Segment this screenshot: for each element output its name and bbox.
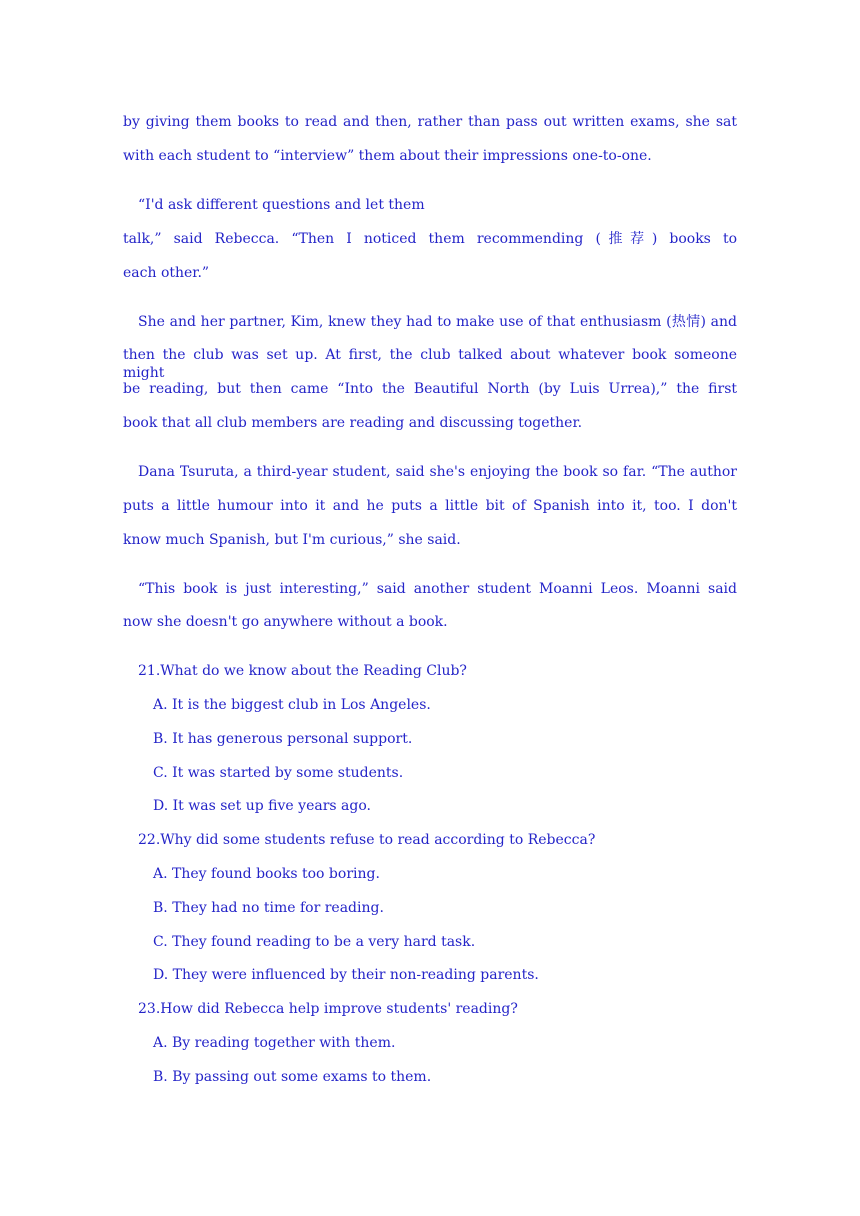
paragraph-3-line-1: She and her partner, Kim, knew they had to make use of that enthusiasm (热情) and: [138, 314, 737, 330]
paragraph-5-line-1: “This book is just interesting,” said another student Moanni Leos. Moanni said: [138, 581, 737, 597]
question-22-option-d: D. They were influenced by their non-reading parents.: [153, 967, 539, 983]
question-22-option-b: B. They had no time for reading.: [153, 900, 384, 916]
question-23-option-b: B. By passing out some exams to them.: [153, 1069, 432, 1085]
question-21-option-a: A. It is the biggest club in Los Angeles.: [153, 697, 431, 713]
question-21-option-b: B. It has generous personal support.: [153, 731, 413, 747]
paragraph-1-line-2: with each student to “interview” them about their impressions one-to-one.: [123, 148, 652, 164]
question-23-option-a: A. By reading together with them.: [153, 1035, 396, 1051]
question-23-stem: 23.How did Rebecca help improve students' reading?: [138, 1001, 518, 1017]
paragraph-1-line-1: by giving them books to read and then, rather than pass out written exams, she sat: [123, 114, 737, 130]
question-21-option-c: C. It was started by some students.: [153, 765, 404, 781]
paragraph-4-line-2: puts a little humour into it and he puts a little bit of Spanish into it, too. I don't: [123, 498, 737, 514]
question-21-option-d: D. It was set up five years ago.: [153, 798, 371, 814]
paragraph-4-line-1: Dana Tsuruta, a third-year student, said she's enjoying the book so far. “The author: [138, 464, 737, 480]
question-22-option-c: C. They found reading to be a very hard task.: [153, 934, 476, 950]
question-22-option-a: A. They found books too boring.: [153, 866, 380, 882]
paragraph-3-line-2: then the club was set up. At first, the club talked about whatever book someone might: [123, 347, 737, 381]
paragraph-2-line-3: each other.”: [123, 265, 210, 281]
paragraph-5-line-2: now she doesn't go anywhere without a book.: [123, 614, 448, 630]
paragraph-3-line-4: book that all club members are reading and discussing together.: [123, 415, 583, 431]
paragraph-2-line-2: talk,” said Rebecca. “Then I noticed them recommending (推荐) books to: [123, 231, 737, 247]
question-21-stem: 21.What do we know about the Reading Club?: [138, 663, 467, 679]
paragraph-2-line-1: “I'd ask different questions and let them: [138, 197, 425, 213]
paragraph-3-line-3: be reading, but then came “Into the Beautiful North (by Luis Urrea),” the first: [123, 381, 737, 397]
question-22-stem: 22.Why did some students refuse to read according to Rebecca?: [138, 832, 596, 848]
paragraph-4-line-3: know much Spanish, but I'm curious,” she said.: [123, 532, 461, 548]
